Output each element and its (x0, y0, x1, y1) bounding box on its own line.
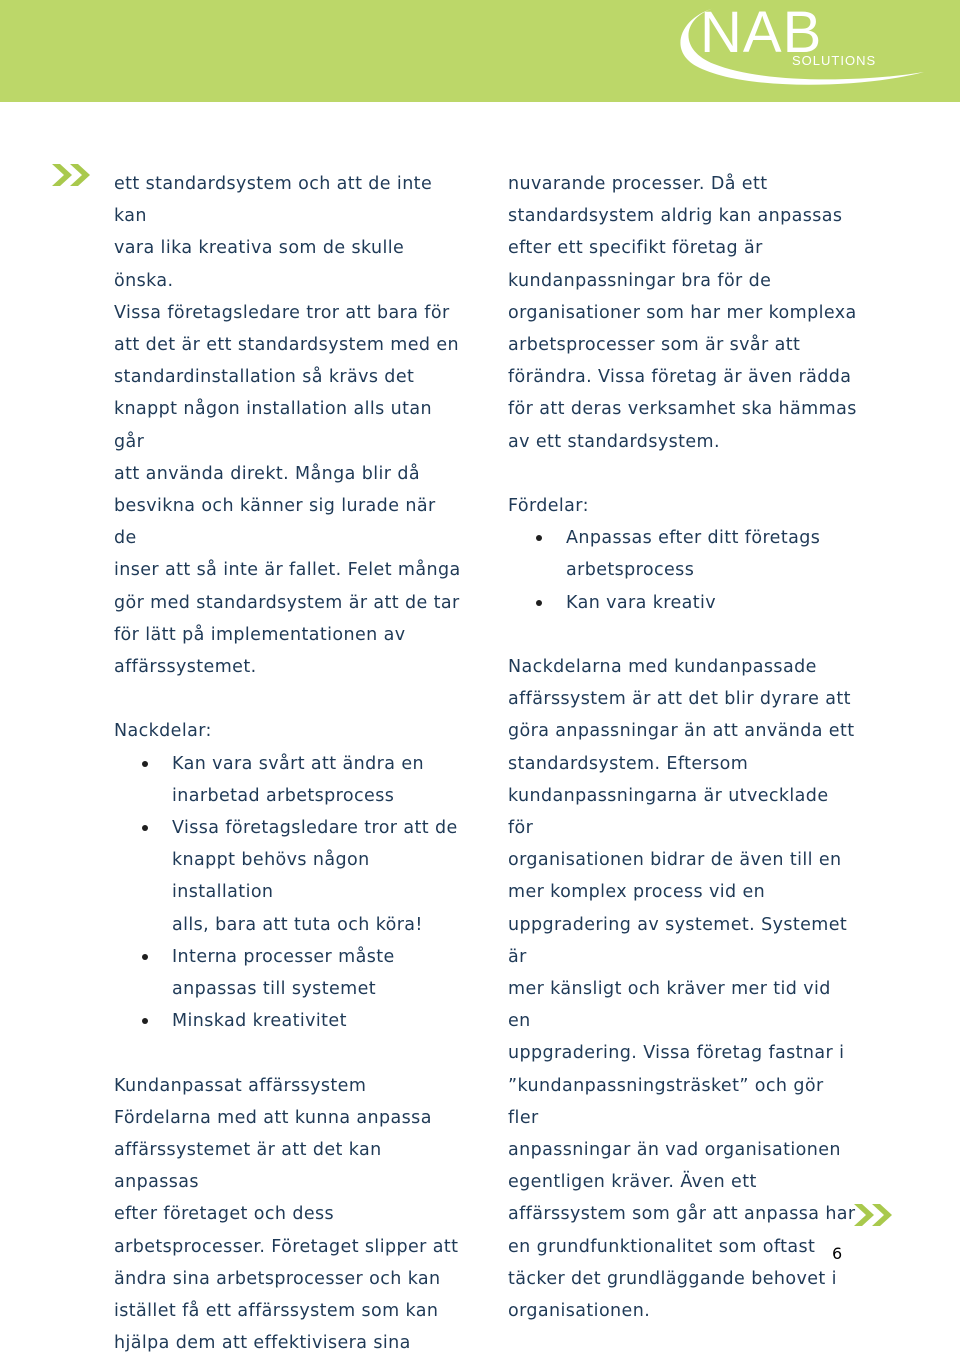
left-intro-paragraph: ett standardsystem och att de inte kan vara lika kreativa som de skulle önska. Vissa företagsledare tror att bara för att det är ett standardsystem med en standardinstallation så krävs det knappt någon installation alls utan går att använda direkt. Många blir då besvikna och känner sig lurade när de inser att så inte är fallet. Felet många gör med standardsystem är att de tar för lätt på implementationen av affärssystemet. (114, 174, 461, 678)
double-chevron-right-icon (852, 1202, 896, 1228)
right-column (508, 168, 858, 1327)
list-item: Anpassas efter ditt företags arbetsprocess (508, 522, 858, 586)
right-intro-paragraph: nuvarande processer. Då ett standardsystem aldrig kan anpassas efter ett specifikt företag är kundanpassningar bra för de organisationer som har mer komplexa arbetsprocesser som är svår att förändra. Vissa företag är även rädda för att deras verksamhet ska hämmas av ett standardsystem. (508, 174, 857, 452)
list-item: Kan vara kreativ (508, 587, 858, 619)
advantages-list (508, 522, 858, 619)
custom-system-paragraph: Fördelarna med att kunna anpassa affärssystemet är att det kan anpassas efter företaget och dess arbetsprocesser. Företaget slipper att ändra sina arbetsprocesser och kan istället få ett affärssystem som kan hjälpa dem att effektivisera sina (114, 1107, 459, 1354)
list-item: Minskad kreativitet (114, 1005, 464, 1037)
bullet-icon (142, 825, 148, 831)
logo-subtitle: SOLUTIONS (792, 53, 877, 68)
drawbacks-paragraph: Nackdelarna med kundanpassade affärssystem är att det blir dyrare att göra anpassningar än att använda ett standardsystem. Eftersom kundanpassningarna är utvecklade för organisationen bidrar de även till en mer komplex process vid en uppgradering av systemet. Systemet är mer känsligt och kräver mer tid vid en uppgradering. Vissa företag fastnar i ”kundanpassningsträsket” och gör fler anpassningar än vad organisationen egentligen kräver. Även ett affärssystem som går att anpassa har en grundfunktionalitet som oftast täcker det grundläggande behovet i organisationen. (508, 657, 856, 1322)
custom-system-heading: Kundanpassat affärssystem (114, 1075, 367, 1096)
bullet-icon (536, 535, 542, 541)
bullet-icon (142, 761, 148, 767)
bullet-icon (142, 1018, 148, 1024)
list-item: Interna processer måste anpassas till systemet (114, 941, 464, 1005)
disadvantages-heading: Nackdelar: (114, 721, 212, 742)
bullet-icon (142, 954, 148, 960)
advantages-heading: Fördelar: (508, 496, 589, 517)
list-item: Kan vara svårt att ändra en inarbetad arbetsprocess (114, 748, 464, 812)
logo-wordmark: NAB (700, 0, 823, 65)
left-column (114, 168, 464, 1359)
page-number: 6 (832, 1244, 843, 1263)
list-item: Vissa företagsledare tror att de knappt behövs någon installation alls, bara att tuta och köra! (114, 812, 464, 941)
disadvantages-list (114, 748, 464, 1038)
bullet-icon (536, 600, 542, 606)
double-chevron-right-icon (50, 162, 94, 188)
